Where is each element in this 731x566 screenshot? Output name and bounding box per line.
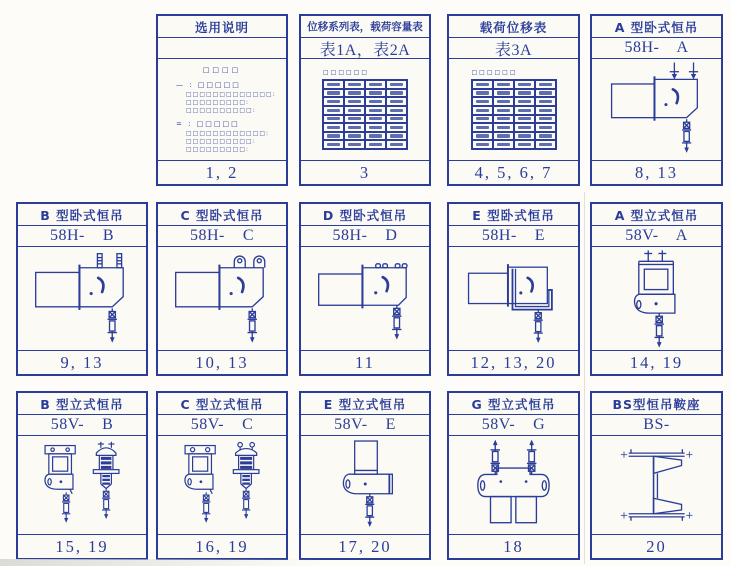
hanger-drawing-58v-g-icon bbox=[462, 438, 565, 533]
panel-pages: 3 bbox=[301, 160, 429, 184]
panel-title: G 型立式恒吊 bbox=[449, 393, 578, 415]
panel-title: D 型卧式恒吊 bbox=[301, 204, 429, 226]
hanger-drawing-58v-c-icon bbox=[173, 438, 271, 533]
panel-58h-c bbox=[156, 202, 288, 376]
panel-title: C 型卧式恒吊 bbox=[158, 204, 286, 226]
panel-subtitle: 58V- B bbox=[18, 415, 146, 436]
panel-pages: 18 bbox=[449, 534, 578, 558]
panel-pages: 12, 13, 20 bbox=[449, 350, 578, 374]
panel-pages: 4, 5, 6, 7 bbox=[449, 160, 578, 184]
hanger-drawing-58h-a-icon bbox=[607, 61, 707, 159]
panel-title: A 型卧式恒吊 bbox=[592, 16, 721, 38]
scan-fold-line bbox=[584, 192, 585, 564]
scan-smudge bbox=[0, 559, 360, 566]
panel-body bbox=[158, 247, 286, 350]
panel-pages: 10, 13 bbox=[158, 350, 286, 374]
panel-selection-guide bbox=[156, 14, 288, 186]
panel-body bbox=[592, 247, 721, 350]
panel-subtitle bbox=[158, 38, 286, 59]
panel-title: A 型立式恒吊 bbox=[592, 204, 721, 226]
panel-body bbox=[158, 436, 286, 534]
panel-subtitle: 58V- C bbox=[158, 415, 286, 436]
panel-58h-d bbox=[299, 202, 431, 376]
panel-58v-a bbox=[590, 202, 723, 376]
hanger-drawing-58h-d-icon bbox=[314, 249, 416, 349]
panel-title: 选用说明 bbox=[158, 16, 286, 38]
hanger-drawing-58v-e-icon bbox=[320, 438, 410, 533]
panel-58h-a bbox=[590, 14, 723, 186]
panel-body bbox=[449, 247, 578, 350]
panel-title: E 型卧式恒吊 bbox=[449, 204, 578, 226]
panel-body bbox=[301, 247, 429, 350]
panel-subtitle: 表1A，表2A bbox=[301, 38, 429, 59]
panel-pages: 16, 19 bbox=[158, 534, 286, 558]
panel-title: 位移系列表，载荷容量表 bbox=[301, 16, 429, 38]
panel-subtitle: 58V- A bbox=[592, 226, 721, 247]
panel-title: BS型恒吊鞍座 bbox=[592, 393, 721, 415]
panel-body bbox=[592, 436, 721, 534]
panel-58h-b bbox=[16, 202, 148, 376]
panel-pages: 8, 13 bbox=[592, 160, 721, 184]
panel-subtitle: 58H- B bbox=[18, 226, 146, 247]
panel-body bbox=[301, 436, 429, 534]
panel-pages: 1, 2 bbox=[158, 160, 286, 184]
panel-title: E 型立式恒吊 bbox=[301, 393, 429, 415]
panel-pages: 17, 20 bbox=[301, 534, 429, 558]
panel-subtitle: 表3A bbox=[449, 38, 578, 59]
mini-table-graphic: □□□□□□ bbox=[322, 69, 408, 150]
panel-subtitle: 58H- E bbox=[449, 226, 578, 247]
panel-body bbox=[301, 59, 429, 160]
hanger-drawing-58h-b-icon bbox=[31, 249, 133, 349]
panel-body bbox=[18, 247, 146, 350]
panel-58v-c bbox=[156, 391, 288, 560]
hanger-drawing-58v-a-icon bbox=[609, 248, 703, 350]
illegible-guide-text: □□□□ — : □□□□□ □□□□□□□□□□□□□: □□□□□□□□□: □□□□□□□□□□: = : □□□□□ □□□□□□□□□□□□: □□□□□□□□□□: □□□□□□□□□: bbox=[176, 65, 276, 153]
panel-subtitle: 58H- D bbox=[301, 226, 429, 247]
saddle-drawing-bs-icon bbox=[610, 436, 703, 534]
panel-58v-b bbox=[16, 391, 148, 560]
panel-pages: 15, 19 bbox=[18, 534, 146, 558]
panel-pages: 14, 19 bbox=[592, 350, 721, 374]
panel-body bbox=[449, 59, 578, 160]
panel-pages: 9, 13 bbox=[18, 350, 146, 374]
panel-title: C 型立式恒吊 bbox=[158, 393, 286, 415]
mini-table-graphic: □□□□□□ bbox=[471, 69, 557, 150]
panel-pages: 20 bbox=[592, 534, 721, 558]
panel-body bbox=[592, 59, 721, 160]
panel-subtitle: 58H- C bbox=[158, 226, 286, 247]
panel-subtitle: 58V- E bbox=[301, 415, 429, 436]
panel-subtitle: 58V- G bbox=[449, 415, 578, 436]
hanger-drawing-58v-b-icon bbox=[33, 438, 131, 533]
panel-load-displacement-table bbox=[447, 14, 580, 186]
panel-subtitle: 58H- A bbox=[592, 38, 721, 59]
panel-58v-g bbox=[447, 391, 580, 560]
hanger-drawing-58h-c-icon bbox=[171, 249, 273, 349]
panel-58v-e bbox=[299, 391, 431, 560]
panel-displacement-series-tables bbox=[299, 14, 431, 186]
panel-body bbox=[18, 436, 146, 534]
hanger-drawing-58h-e-icon bbox=[464, 249, 562, 349]
panel-title: 载荷位移表 bbox=[449, 16, 578, 38]
panel-pages: 11 bbox=[301, 350, 429, 374]
panel-bs-saddle bbox=[590, 391, 723, 560]
panel-body bbox=[158, 59, 286, 160]
panel-body bbox=[449, 436, 578, 534]
panel-58h-e bbox=[447, 202, 580, 376]
panel-title: B 型立式恒吊 bbox=[18, 393, 146, 415]
panel-title: B 型卧式恒吊 bbox=[18, 204, 146, 226]
panel-subtitle: BS- bbox=[592, 415, 721, 436]
